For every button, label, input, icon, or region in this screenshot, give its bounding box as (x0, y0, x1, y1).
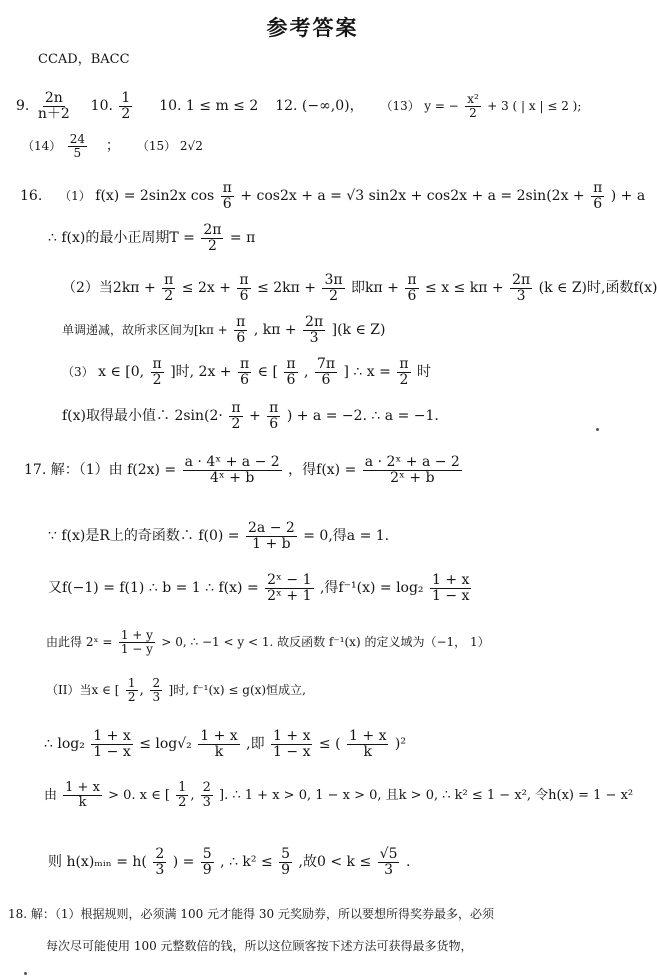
q16-label: 16. (20, 188, 43, 204)
q16-part2-f: (k ∈ Z)时,函数f(x) (538, 280, 657, 296)
q13-fraction (465, 93, 481, 119)
q17-by-b: > 0. x ∈ [ (108, 788, 170, 803)
q17-h-b: ) = (172, 854, 195, 870)
q17-h-line: 则 h(x)ₘᵢₙ = h( $\frac{2}{3}$ ) = $\frac{5}{9}$ , ∴ k² ≤ $\frac{5}{9}$ ,故0 < k ≤ $\frac{√5}{3}$ . (48, 845, 411, 878)
q10a-denominator: 2 (121, 105, 131, 122)
q16-frac-pi-6: $\frac{\pi}{6}$ (222, 179, 232, 212)
q15-answer: （15） 2√2 (136, 139, 203, 153)
q16-part3-label: （3） (62, 365, 94, 379)
q16-decrease-b: , kπ + (253, 322, 297, 338)
q17-h-c: , ∴ k² ≤ (220, 854, 273, 870)
page-title: 参考答案 (266, 15, 359, 40)
q17-domain-b: > 0, ∴ −1 < y < 1. 故反函数 f⁻¹(x) 的定义域为（−1， 1） (161, 635, 490, 649)
q9-label: 9. (16, 98, 30, 114)
q16-decrease-a: 单调递减，故所求区间为[kπ + (62, 323, 228, 337)
q17-intro-line: 17. 解：（1）由 f(2x) = $\frac{\text{a · 4ˣ + a − 2}}{\text{4ˣ + b}}$ ，得f(x) = $\frac{\text{a · 2ˣ + a − 2}}{\text{2ˣ + b}}$ (24, 453, 460, 486)
q16-part2-d: 即kπ + (351, 280, 399, 296)
q10a-fraction (119, 91, 132, 121)
q16-part3-f: 时 (416, 364, 431, 380)
q16-part3-c: ∈ [ (257, 364, 278, 380)
q16-part2-e: ≤ x ≤ kπ + (425, 280, 504, 296)
q16-frac-2pi-2: $\frac{2\pi}{2}$ (203, 221, 222, 254)
q17-h-d: ,故0 < k ≤ (298, 854, 372, 870)
q16-part1-expr-b: + cos2x + a = √3 sin2x + cos2x + a = 2sin(2x + (240, 188, 585, 204)
q16-part3-e: ] ∴ x = (343, 364, 391, 380)
q17-part2-a: （II）当x ∈ [ (46, 683, 120, 697)
q16-part2-a: （2）当2kπ + (62, 280, 156, 296)
q9-denominator: n＋2 (37, 105, 70, 122)
q17-domain-line: 由此得 2ˣ = $\frac{1 + y}{1 - y}$ > 0, ∴ −1 < y < 1. 故反函数 f⁻¹(x) 的定义域为（−1， 1） (46, 627, 490, 656)
q12-answer: 12. (−∞,0)， (275, 98, 364, 114)
q16-decrease-line: 单调递减，故所求区间为[kπ + $\frac{\pi}{6}$ , kπ + $\frac{2\pi}{3}$ ](k ∈ Z) (62, 313, 386, 346)
scan-speck (596, 428, 599, 431)
q17-by-a: 由 (44, 788, 58, 803)
q16-part3-d: , (304, 364, 309, 380)
q17-by-c: ]. ∴ 1 + x > 0, 1 − x > 0, 且k > 0, ∴ k² ≤ 1 − x², 令h(x) = 1 − x² (219, 788, 634, 803)
q17-part2-b: ]时, f⁻¹(x) ≤ g(x)恒成立, (168, 683, 306, 697)
q16-min-b: + (248, 408, 261, 424)
q17-log-c: ,即 (246, 736, 265, 752)
q17-fx-text: ，得f(x) = (288, 462, 357, 478)
q16-part1-label: （1） (59, 189, 91, 203)
scan-speck (24, 972, 27, 975)
q14-fraction (68, 133, 87, 159)
q17-odd-line: ∵ f(x)是R上的奇函数∴ f(0) = $\frac{2a - 2}{1 + b}$ = 0,得a = 1. (48, 519, 390, 552)
q13-numerator: x² (467, 91, 479, 106)
q16-part1-expr-c: ) + a (610, 188, 646, 204)
q16-decrease-c: ](k ∈ Z) (331, 322, 386, 338)
q16-min-line: f(x)取得最小值∴ 2sin(2· $\frac{\pi}{2}$ + $\frac{\pi}{6}$ ) + a = −2. ∴ a = −1. (62, 399, 439, 432)
q16-part2-b: ≤ 2x + (181, 280, 231, 296)
q17-label: 17. 解：（1）由 f(2x) = (24, 462, 177, 478)
q14-separator: ； (105, 138, 120, 154)
q17-log-d: ≤ ( (318, 736, 341, 752)
q10a-label: 10. (90, 98, 113, 114)
q16-part3-line: （3） x ∈ [0, $\frac{\pi}{2}$ ]时, 2x + $\frac{\pi}{6}$ ∈ [ $\frac{\pi}{6}$ , $\frac{7\pi}{6}$ ] ∴ x = $\frac{\pi}{2}$ 时 (62, 355, 431, 388)
q16-min-c: ) + a = −2. ∴ a = −1. (286, 408, 439, 424)
q17-h-a: 则 h(x)ₘᵢₙ = h( (48, 854, 147, 870)
q16-period-result: = π (229, 230, 256, 246)
q16-part2-line: （2）当2kπ + $\frac{\pi}{2}$ ≤ 2x + $\frac{\pi}{6}$ ≤ 2kπ + $\frac{3\pi}{2}$ 即kπ + $\frac{\pi}{6}$ ≤ x ≤ kπ + $\frac{2\pi}{3}$ (k ∈ Z)时,函数f(x) (62, 271, 657, 304)
q16-part1-line (20, 176, 645, 216)
q16-part3-b: ]时, 2x + (170, 364, 232, 380)
q17-log-line: ∴ log₂ $\frac{1 + x}{1 - x}$ ≤ log√₂ $\frac{1 + x}{k}$ ,即 $\frac{1 + x}{1 - x}$ ≤ ( $\frac{1 + x}{k}$ )² (44, 727, 406, 760)
q13-prefix: y = − (424, 99, 459, 113)
q13-denominator: 2 (469, 105, 477, 120)
q16-part3-a: x ∈ [0, (98, 364, 145, 380)
q17-odd-a: ∵ f(x)是R上的奇函数∴ f(0) = (48, 528, 240, 544)
q9-numerator: 2n (44, 89, 63, 106)
q18-line-2: 每次尽可能使用 100 元整数倍的钱，所以这位顾客按下述方法可获得最多货物， (46, 939, 473, 953)
q14-numerator: 24 (69, 131, 86, 146)
q13-label: （13） (380, 99, 420, 113)
q16-frac-pi-6-b: $\frac{\pi}{6}$ (593, 179, 603, 212)
q14-denominator: 5 (73, 145, 82, 160)
q16-period-line (48, 218, 255, 258)
q17-log-a: ∴ log₂ (44, 736, 85, 752)
q10a-numerator: 1 (121, 89, 131, 106)
q17-by-line: 由 $\frac{1 + x}{k}$ > 0. x ∈ [ $\frac{1}{2}$ , $\frac{2}{3}$ ]. ∴ 1 + x > 0, 1 − x > 0, 且k > 0, ∴ k² ≤ 1 − x², 令h(x) = 1 − x² (44, 780, 634, 810)
q16-min-a: f(x)取得最小值∴ 2sin(2· (62, 408, 223, 424)
q17-log-b: ≤ log√₂ (139, 736, 192, 752)
q17-h-e: . (405, 854, 411, 870)
q16-part1-expr-a: f(x) = 2sin2x cos (95, 188, 215, 204)
choice-answers: CCAD，BACC (38, 52, 130, 67)
fill-answers-row-2 (22, 126, 203, 166)
q10b-answer: 10. 1 ≤ m ≤ 2 (159, 98, 259, 114)
q16-period-text: ∴ f(x)的最小正周期T = (48, 230, 195, 246)
q14-label: （14） (22, 139, 62, 153)
q13-suffix: + 3 ( | x | ≤ 2 ); (487, 99, 582, 113)
q17-odd-b: = 0,得a = 1. (303, 528, 390, 544)
q17-log-e: )² (394, 736, 406, 752)
q16-part2-c: ≤ 2kπ + (257, 280, 317, 296)
q17-also-a: 又f(−1) = f(1) ∴ b = 1 ∴ f(x) = (48, 580, 259, 596)
q17-part2-line: （II）当x ∈ [ $\frac{1}{2}$ , $\frac{2}{3}$ ]时, f⁻¹(x) ≤ g(x)恒成立, (46, 675, 306, 704)
q17-also-line: 又f(−1) = f(1) ∴ b = 1 ∴ f(x) = $\frac{\text{2ˣ − 1}}{\text{2ˣ + 1}}$ ,得f⁻¹(x) = log₂ $\frac{1 + x}{1 - x}$ (48, 571, 470, 604)
q17-domain-a: 由此得 2ˣ = (46, 635, 113, 649)
q17-inverse-a: ,得f⁻¹(x) = log₂ (319, 580, 424, 596)
q9-fraction (36, 91, 72, 121)
fill-answers-row-1 (16, 86, 581, 126)
q18-line-1: 18. 解：（1）根据规则，必须满 100 元才能得 30 元奖励券，所以要想所得奖券最多，必须 (8, 907, 494, 921)
